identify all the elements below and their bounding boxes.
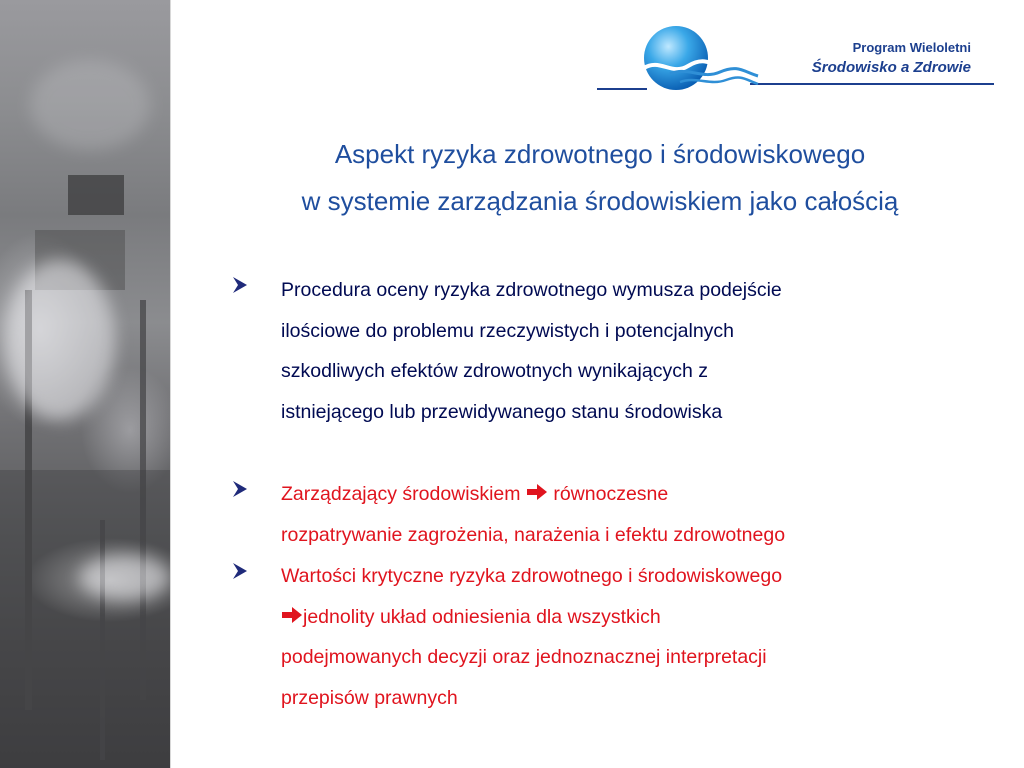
program-logo [595, 22, 1005, 102]
photo-smoke [30, 60, 150, 150]
slide-title-line-1: Aspekt ryzyka zdrowotnego i środowiskowego [334, 139, 866, 169]
photo-building [0, 470, 170, 768]
bullet-line-part: Zarządzający środowiskiem [281, 483, 526, 505]
slide-title-line-2: w systemie zarządzania środowiskiem jako całością [301, 186, 899, 216]
photo-smoke [5, 260, 115, 420]
logo-program-name: Środowisko a Zdrowie [811, 59, 971, 76]
bullet-line [281, 474, 1021, 515]
bullet-line: podejmowanych decyzji oraz jednoznacznej interpretacji [281, 646, 767, 668]
arrowhead-bullet-icon [231, 559, 249, 583]
bullet-text [281, 270, 1021, 432]
bullet-line: szkodliwych efektów zdrowotnych wynikających z [281, 360, 709, 382]
bullet-line: przepisów prawnych [281, 686, 458, 709]
globe-waves-icon [640, 24, 760, 98]
bullet-text [281, 474, 1021, 555]
logo-underline-right [750, 83, 994, 85]
arrowhead-bullet-icon [231, 273, 249, 297]
bullet-line: Procedura oceny ryzyka zdrowotnego wymusza podejście [281, 279, 782, 301]
industrial-photo-strip [0, 0, 170, 768]
photo-smoke [80, 555, 170, 600]
right-arrow-icon [281, 606, 303, 624]
logo-program-label: Program Wieloletni [852, 40, 971, 55]
bullet-line-part: równoczesne [547, 483, 669, 505]
bullet-line-part: jednolity układ odniesienia dla wszystkich [303, 605, 661, 628]
bullet-line: ilościowe do problemu rzeczywistych i potencjalnych [281, 319, 735, 342]
bullet-line: rozpatrywanie zagrożenia, narażenia i efektu zdrowotnego [281, 523, 786, 546]
photo-building [68, 175, 124, 215]
bullet-line: istniejącego lub przewidywanego stanu środowiska [281, 400, 723, 423]
photo-divider [170, 0, 171, 768]
arrowhead-bullet-icon [231, 477, 249, 501]
bullet-text [281, 556, 1021, 718]
bullet-line: Wartości krytyczne ryzyka zdrowotnego i środowiskowego [281, 565, 783, 587]
bullet-line [281, 597, 1021, 638]
right-arrow-icon [526, 483, 548, 501]
